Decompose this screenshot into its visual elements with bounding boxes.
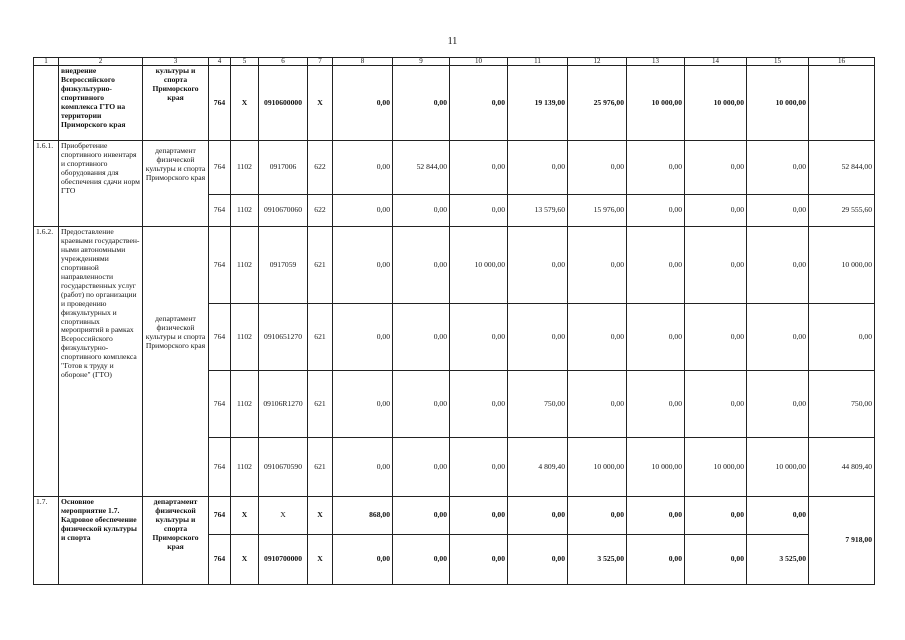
cell: 764 bbox=[209, 227, 231, 304]
col-header: 9 bbox=[393, 58, 450, 66]
cell: 0,00 bbox=[627, 227, 685, 304]
cell: X bbox=[308, 497, 333, 535]
col-header: 5 bbox=[231, 58, 259, 66]
cell: X bbox=[308, 535, 333, 585]
cell: 10 000,00 bbox=[685, 66, 747, 141]
cell: 0,00 bbox=[627, 497, 685, 535]
cell: 0,00 bbox=[747, 304, 809, 371]
cell: 0,00 bbox=[393, 497, 450, 535]
cell: X bbox=[259, 497, 308, 535]
cell: 0,00 bbox=[450, 304, 508, 371]
cell: 10 000,00 bbox=[627, 66, 685, 141]
col-header: 6 bbox=[259, 58, 308, 66]
cell: 0,00 bbox=[685, 304, 747, 371]
cell: 621 bbox=[308, 371, 333, 438]
cell: 0,00 bbox=[393, 66, 450, 141]
cell: 764 bbox=[209, 304, 231, 371]
cell: 15 976,00 bbox=[568, 195, 627, 227]
cell: 0,00 bbox=[747, 371, 809, 438]
col-header: 10 bbox=[450, 58, 508, 66]
col-header: 8 bbox=[333, 58, 393, 66]
cell: 0,00 bbox=[393, 195, 450, 227]
row-name: Основное мероприятие 1.7. Кадровое обеспечение физической культуры и спорта bbox=[59, 497, 143, 585]
cell: 13 579,60 bbox=[508, 195, 568, 227]
cell: 10 000,00 bbox=[747, 66, 809, 141]
cell: 621 bbox=[308, 227, 333, 304]
cell: 0,00 bbox=[685, 141, 747, 195]
cell: 0,00 bbox=[627, 195, 685, 227]
cell: 0,00 bbox=[333, 141, 393, 195]
cell: 0,00 bbox=[393, 304, 450, 371]
cell: 1102 bbox=[231, 195, 259, 227]
cell: 0,00 bbox=[627, 304, 685, 371]
budget-table bbox=[33, 57, 875, 585]
cell: 764 bbox=[209, 535, 231, 585]
cell: 44 809,40 bbox=[809, 438, 875, 497]
page-number: 11 bbox=[447, 36, 458, 47]
cell: 0,00 bbox=[450, 141, 508, 195]
cell: 10 000,00 bbox=[747, 438, 809, 497]
row-code: 1.6.1. bbox=[34, 141, 59, 227]
cell: 0,00 bbox=[627, 371, 685, 438]
cell: 764 bbox=[209, 371, 231, 438]
cell: 621 bbox=[308, 438, 333, 497]
cell: 0,00 bbox=[568, 497, 627, 535]
cell: 0,00 bbox=[568, 227, 627, 304]
cell: 3 525,00 bbox=[568, 535, 627, 585]
cell: 622 bbox=[308, 141, 333, 195]
cell: 10 000,00 bbox=[685, 438, 747, 497]
cell: 0,00 bbox=[685, 195, 747, 227]
cell: 750,00 bbox=[809, 371, 875, 438]
cell: 764 bbox=[209, 497, 231, 535]
cell: 1102 bbox=[231, 227, 259, 304]
cell: 0,00 bbox=[508, 304, 568, 371]
row-dept: департамент физической культуры и спорта Приморского края bbox=[143, 497, 209, 585]
cell: 868,00 bbox=[333, 497, 393, 535]
cell: 0,00 bbox=[450, 497, 508, 535]
cell bbox=[809, 66, 875, 141]
cell: 10 000,00 bbox=[568, 438, 627, 497]
cell: 750,00 bbox=[508, 371, 568, 438]
cell: 764 bbox=[209, 195, 231, 227]
row-name: внедрение Всероссийского физкультурно-спортивного комплекса ГТО на территории Приморского края bbox=[59, 66, 143, 141]
col-header: 7 bbox=[308, 58, 333, 66]
cell: 25 976,00 bbox=[568, 66, 627, 141]
cell: 0,00 bbox=[333, 535, 393, 585]
cell: 0,00 bbox=[747, 195, 809, 227]
cell: 09106R1270 bbox=[259, 371, 308, 438]
cell: 0910651270 bbox=[259, 304, 308, 371]
cell: 622 bbox=[308, 195, 333, 227]
cell: 0,00 bbox=[508, 141, 568, 195]
cell: 1102 bbox=[231, 438, 259, 497]
cell: 0,00 bbox=[685, 371, 747, 438]
cell: 0,00 bbox=[393, 438, 450, 497]
cell: 4 809,40 bbox=[508, 438, 568, 497]
cell: 0,00 bbox=[393, 371, 450, 438]
cell: 1102 bbox=[231, 371, 259, 438]
row-dept: культуры и спорта Приморского края bbox=[143, 66, 209, 141]
cell: X bbox=[231, 497, 259, 535]
col-header: 1 bbox=[34, 58, 59, 66]
cell: 0917006 bbox=[259, 141, 308, 195]
cell: 10 000,00 bbox=[450, 227, 508, 304]
col-header: 11 bbox=[508, 58, 568, 66]
col-header: 12 bbox=[568, 58, 627, 66]
cell: 0,00 bbox=[450, 371, 508, 438]
row-dept: департамент физической культуры и спорта Приморского края bbox=[143, 141, 209, 227]
cell: X bbox=[231, 535, 259, 585]
cell: 0,00 bbox=[809, 304, 875, 371]
cell: 0,00 bbox=[333, 371, 393, 438]
col-header: 15 bbox=[747, 58, 809, 66]
cell: 1102 bbox=[231, 304, 259, 371]
cell: 0,00 bbox=[333, 66, 393, 141]
cell: 0,00 bbox=[393, 535, 450, 585]
cell: 1102 bbox=[231, 141, 259, 195]
cell: 0,00 bbox=[685, 497, 747, 535]
cell: 52 844,00 bbox=[393, 141, 450, 195]
cell: 0,00 bbox=[568, 141, 627, 195]
cell: 0,00 bbox=[393, 227, 450, 304]
cell: 52 844,00 bbox=[809, 141, 875, 195]
row-code: 1.6.2. bbox=[34, 227, 59, 497]
cell: 764 bbox=[209, 438, 231, 497]
cell: 0910700000 bbox=[259, 535, 308, 585]
cell: 0,00 bbox=[747, 141, 809, 195]
col-header: 4 bbox=[209, 58, 231, 66]
col-header: 14 bbox=[685, 58, 747, 66]
cell: 0,00 bbox=[333, 195, 393, 227]
cell: 19 139,00 bbox=[508, 66, 568, 141]
cell: 0910600000 bbox=[259, 66, 308, 141]
cell: 0910670590 bbox=[259, 438, 308, 497]
cell: 29 555,60 bbox=[809, 195, 875, 227]
row-name: Приобретение спортивного инвентаря и спортивного оборудования для обеспечения сдачи норм ГТО bbox=[59, 141, 143, 227]
cell: 0917059 bbox=[259, 227, 308, 304]
table-row bbox=[34, 497, 875, 535]
cell: 0,00 bbox=[747, 497, 809, 535]
table-row bbox=[34, 141, 875, 195]
cell: 0910670060 bbox=[259, 195, 308, 227]
cell: 10 000,00 bbox=[627, 438, 685, 497]
table-row bbox=[34, 227, 875, 304]
row-code bbox=[34, 66, 59, 141]
row-dept: департамент физической культуры и спорта Приморского края bbox=[143, 227, 209, 497]
cell: 0,00 bbox=[450, 66, 508, 141]
cell: 0,00 bbox=[450, 535, 508, 585]
row-code: 1.7. bbox=[34, 497, 59, 585]
cell: 7 918,00 bbox=[809, 497, 875, 585]
cell: 0,00 bbox=[685, 535, 747, 585]
cell: X bbox=[308, 66, 333, 141]
cell: 0,00 bbox=[685, 227, 747, 304]
cell: 0,00 bbox=[568, 304, 627, 371]
cell: 0,00 bbox=[627, 141, 685, 195]
header-row bbox=[34, 58, 875, 66]
cell: 0,00 bbox=[450, 195, 508, 227]
col-header: 3 bbox=[143, 58, 209, 66]
cell: 0,00 bbox=[333, 227, 393, 304]
cell: 764 bbox=[209, 141, 231, 195]
cell: 0,00 bbox=[333, 438, 393, 497]
cell: 0,00 bbox=[450, 438, 508, 497]
col-header: 2 bbox=[59, 58, 143, 66]
cell: 0,00 bbox=[508, 535, 568, 585]
col-header: 13 bbox=[627, 58, 685, 66]
col-header: 16 bbox=[809, 58, 875, 66]
cell: 621 bbox=[308, 304, 333, 371]
cell: 0,00 bbox=[747, 227, 809, 304]
table-row bbox=[34, 66, 875, 141]
cell: 0,00 bbox=[333, 304, 393, 371]
cell: 0,00 bbox=[568, 371, 627, 438]
cell: 0,00 bbox=[627, 535, 685, 585]
cell: 10 000,00 bbox=[809, 227, 875, 304]
cell: 0,00 bbox=[508, 497, 568, 535]
cell: 0,00 bbox=[508, 227, 568, 304]
row-name: Предоставление краевыми государствен-ными автономными учреждениями спортивной направленности государственных услуг (работ) по организации и проведению физкультурных и спортивных мероприятий в рамках Всероссийского физкультурно-спортивного комплекса "Готов к труду и обороне" (ГТО) bbox=[59, 227, 143, 497]
cell: X bbox=[231, 66, 259, 141]
cell: 3 525,00 bbox=[747, 535, 809, 585]
cell: 764 bbox=[209, 66, 231, 141]
